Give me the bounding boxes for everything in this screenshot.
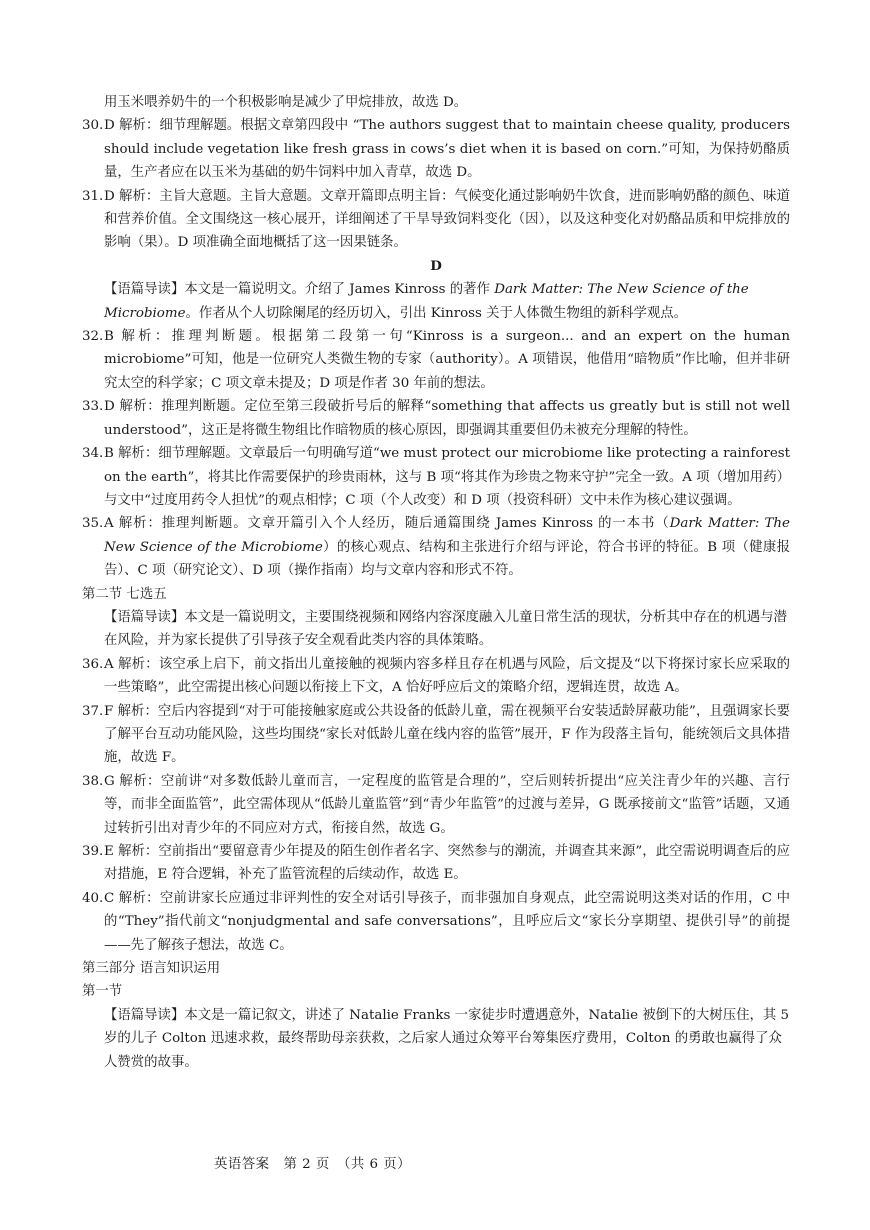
answer-text: B 解析：推理判断题。根据第二段第一句“Kinross is a surgeon... and an expert on the human microbiome”可知，他是一位研究人类微生物的专家（authority）。A 项错误，他借用“暗物质”作比喻，但并非研究太空的科学家；C 项文章未提及；D 项是作者 30 年前的想法。 — [104, 329, 790, 391]
answer-text: A 解析：该空承上启下，前文指出儿童接触的视频内容多样且存在机遇与风险，后文提及“以下将探讨家长应采取的一些策略”，此空需提出核心问题以衔接上下文，A 恰好呼应后文的策略介绍，逻辑连贯，故选 A。 — [104, 656, 790, 696]
question-number: 33. — [82, 399, 104, 415]
section-heading-first: 第一节 — [82, 984, 123, 1000]
answer-text-part: ）的核心观点、结构和主张进行介绍与评论，符合书评的特征。B 项（健康报告）、C 项（研究论文）、D 项（操作指南）均与文章内容和形式不符。 — [104, 539, 790, 579]
answer-item-33 — [82, 395, 790, 442]
answer-item-32 — [82, 325, 790, 395]
page-footer: 英语答案 第 2 页 （共 6 页） — [214, 1157, 412, 1172]
answer-text: D 解析：细节理解题。根据文章第四段中 “The authors suggest that to maintain cheese quality, producers should include vegetation like fresh grass in cows’s diet when it is based on corn.”可知，为保持奶酪质量，生产者应在以玉米为基础的奶牛饲料中加入青草，故选 D。 — [104, 118, 790, 181]
continued-line: 用玉米喂养奶牛的一个积极影响是减少了甲烷排放，故选 D。 — [104, 95, 468, 110]
question-number: 32. — [82, 329, 104, 345]
answer-text: D 解析：主旨大意题。主旨大意题。文章开篇即点明主旨：气候变化通过影响奶牛饮食，进而影响奶酪的颜色、味道和营养价值。全文围绕这一核心展开，详细阐述了干旱导致饲料变化（因），以及这种变化对奶酪品质和甲烷排放的影响（果）。D 项准确全面地概括了这一因果链条。 — [104, 188, 790, 251]
answer-item-31 — [82, 185, 790, 255]
answers-section-c-reading — [82, 114, 790, 254]
question-number: 36. — [82, 656, 104, 672]
answers-seven-choose-five — [82, 653, 790, 957]
answer-text: E 解析：空前指出“要留意青少年提及的陌生创作者名字、突然参与的潮流，并调查其来源”，此空需说明调查后的应对措施，E 符合逻辑，补充了监管流程的后续动作，故选 E。 — [104, 844, 790, 883]
answer-item-39 — [82, 840, 790, 887]
answer-text: B 解析：细节理解题。文章最后一句明确写道“we must protect our microbiome like protecting a rainforest on the earth”，将其比作需要保护的珍贵雨林，这与 B 项“将其作为珍贵之物来守护”完全一致。A 项（增加用药）与文中“过度用药令人担忧”的观点相悖；C 项（个人改变）和 D 项（投资科研）文中未作为核心建议强调。 — [104, 446, 790, 508]
answer-item-36 — [82, 653, 790, 700]
answer-text — [104, 512, 790, 582]
answer-item-34 — [82, 442, 790, 512]
book-title: Dark Matter: The New Science of the Microbiome — [104, 282, 749, 321]
answer-text: F 解析：空后内容提到“对于可能接触家庭或公共设备的低龄儿童，需在视频平台安装适龄屏蔽功能”，且强调家长要了解平台互动功能风险，这些均围绕“家长对低龄儿童在线内容的监管”展开，F 作为段落主旨句，能统领后文具体措施，故选 F。 — [104, 703, 790, 766]
passage-heading-d: D — [430, 257, 442, 274]
answer-text-part: A 解析：推理判断题。文章开篇引入个人经历，随后通篇围绕 James Kinross 的一本书（ — [104, 516, 670, 532]
question-number: 37. — [82, 703, 104, 719]
answers-passage-d — [82, 325, 790, 582]
question-number: 31. — [82, 188, 104, 204]
passage-intro-d — [82, 278, 790, 325]
intro-text: 。作者从个人切除阑尾的经历切入，引出 Kinross 关于人体微生物组的新科学观点。 — [185, 305, 688, 321]
intro-text: 【语篇导读】本文是一篇说明文。介绍了 James Kinross 的著作 — [104, 282, 495, 298]
question-number: 35. — [82, 516, 104, 532]
question-number: 38. — [82, 773, 104, 789]
answer-item-37 — [82, 700, 790, 770]
part-heading-language-usage: 第三部分 语言知识运用 — [82, 961, 221, 977]
passage-intro-cloze: 【语篇导读】本文是一篇记叙文，讲述了 Natalie Franks 一家徒步时遭遇意外，Natalie 被倒下的大树压住，其 5 岁的儿子 Colton 迅速求救，最终帮助母亲获救，之后家人通过众筹平台筹集医疗费用，Colton 的勇敢也赢得了众人赞赏的故事。 — [104, 1007, 790, 1070]
answer-text: D 解析：推理判断题。定位至第三段破折号后的解释“something that affects us greatly but is still not well understood”，这正是将微生物组比作暗物质的核心原因，即强调其重要但仍未被充分理解的特性。 — [104, 399, 790, 438]
answer-item-30 — [82, 114, 790, 184]
question-number: 30. — [82, 118, 104, 134]
question-number: 39. — [82, 844, 104, 859]
section-heading-seven-choose-five: 第二节 七选五 — [82, 586, 167, 602]
answer-text: C 解析：空前讲家长应通过非评判性的安全对话引导孩子，而非强加自身观点，此空需说明这类对话的作用，C 中的“They”指代前文“nonjudgmental and safe conversations”，且呼应后文“家长分享期望、提供引导”的前提——先了解孩子想法，故选 C。 — [104, 890, 790, 953]
question-number: 40. — [82, 890, 104, 906]
answer-text: G 解析：空前讲“对多数低龄儿童而言，一定程度的监管是合理的”，空后则转折提出“应关注青少年的兴趣、言行等，而非全面监管”，此空需体现从“低龄儿童监管”到“青少年监管”的过渡与差异，G 既承接前文“监管”话题，又通过转折引出对青少年的不同应对方式，衔接自然，故选 G。 — [104, 773, 790, 836]
answer-item-40 — [82, 887, 790, 957]
question-number: 34. — [82, 446, 104, 462]
book-title: Dark Matter: The New Science of the Microbiome — [104, 516, 790, 555]
answer-item-38 — [82, 770, 790, 840]
passage-intro-seven-choose-five: 【语篇导读】本文是一篇说明文，主要围绕视频和网络内容深度融入儿童日常生活的现状，分析其中存在的机遇与潜在风险，并为家长提供了引导孩子安全观看此类内容的具体策略。 — [104, 609, 787, 649]
answer-item-35 — [82, 512, 790, 582]
